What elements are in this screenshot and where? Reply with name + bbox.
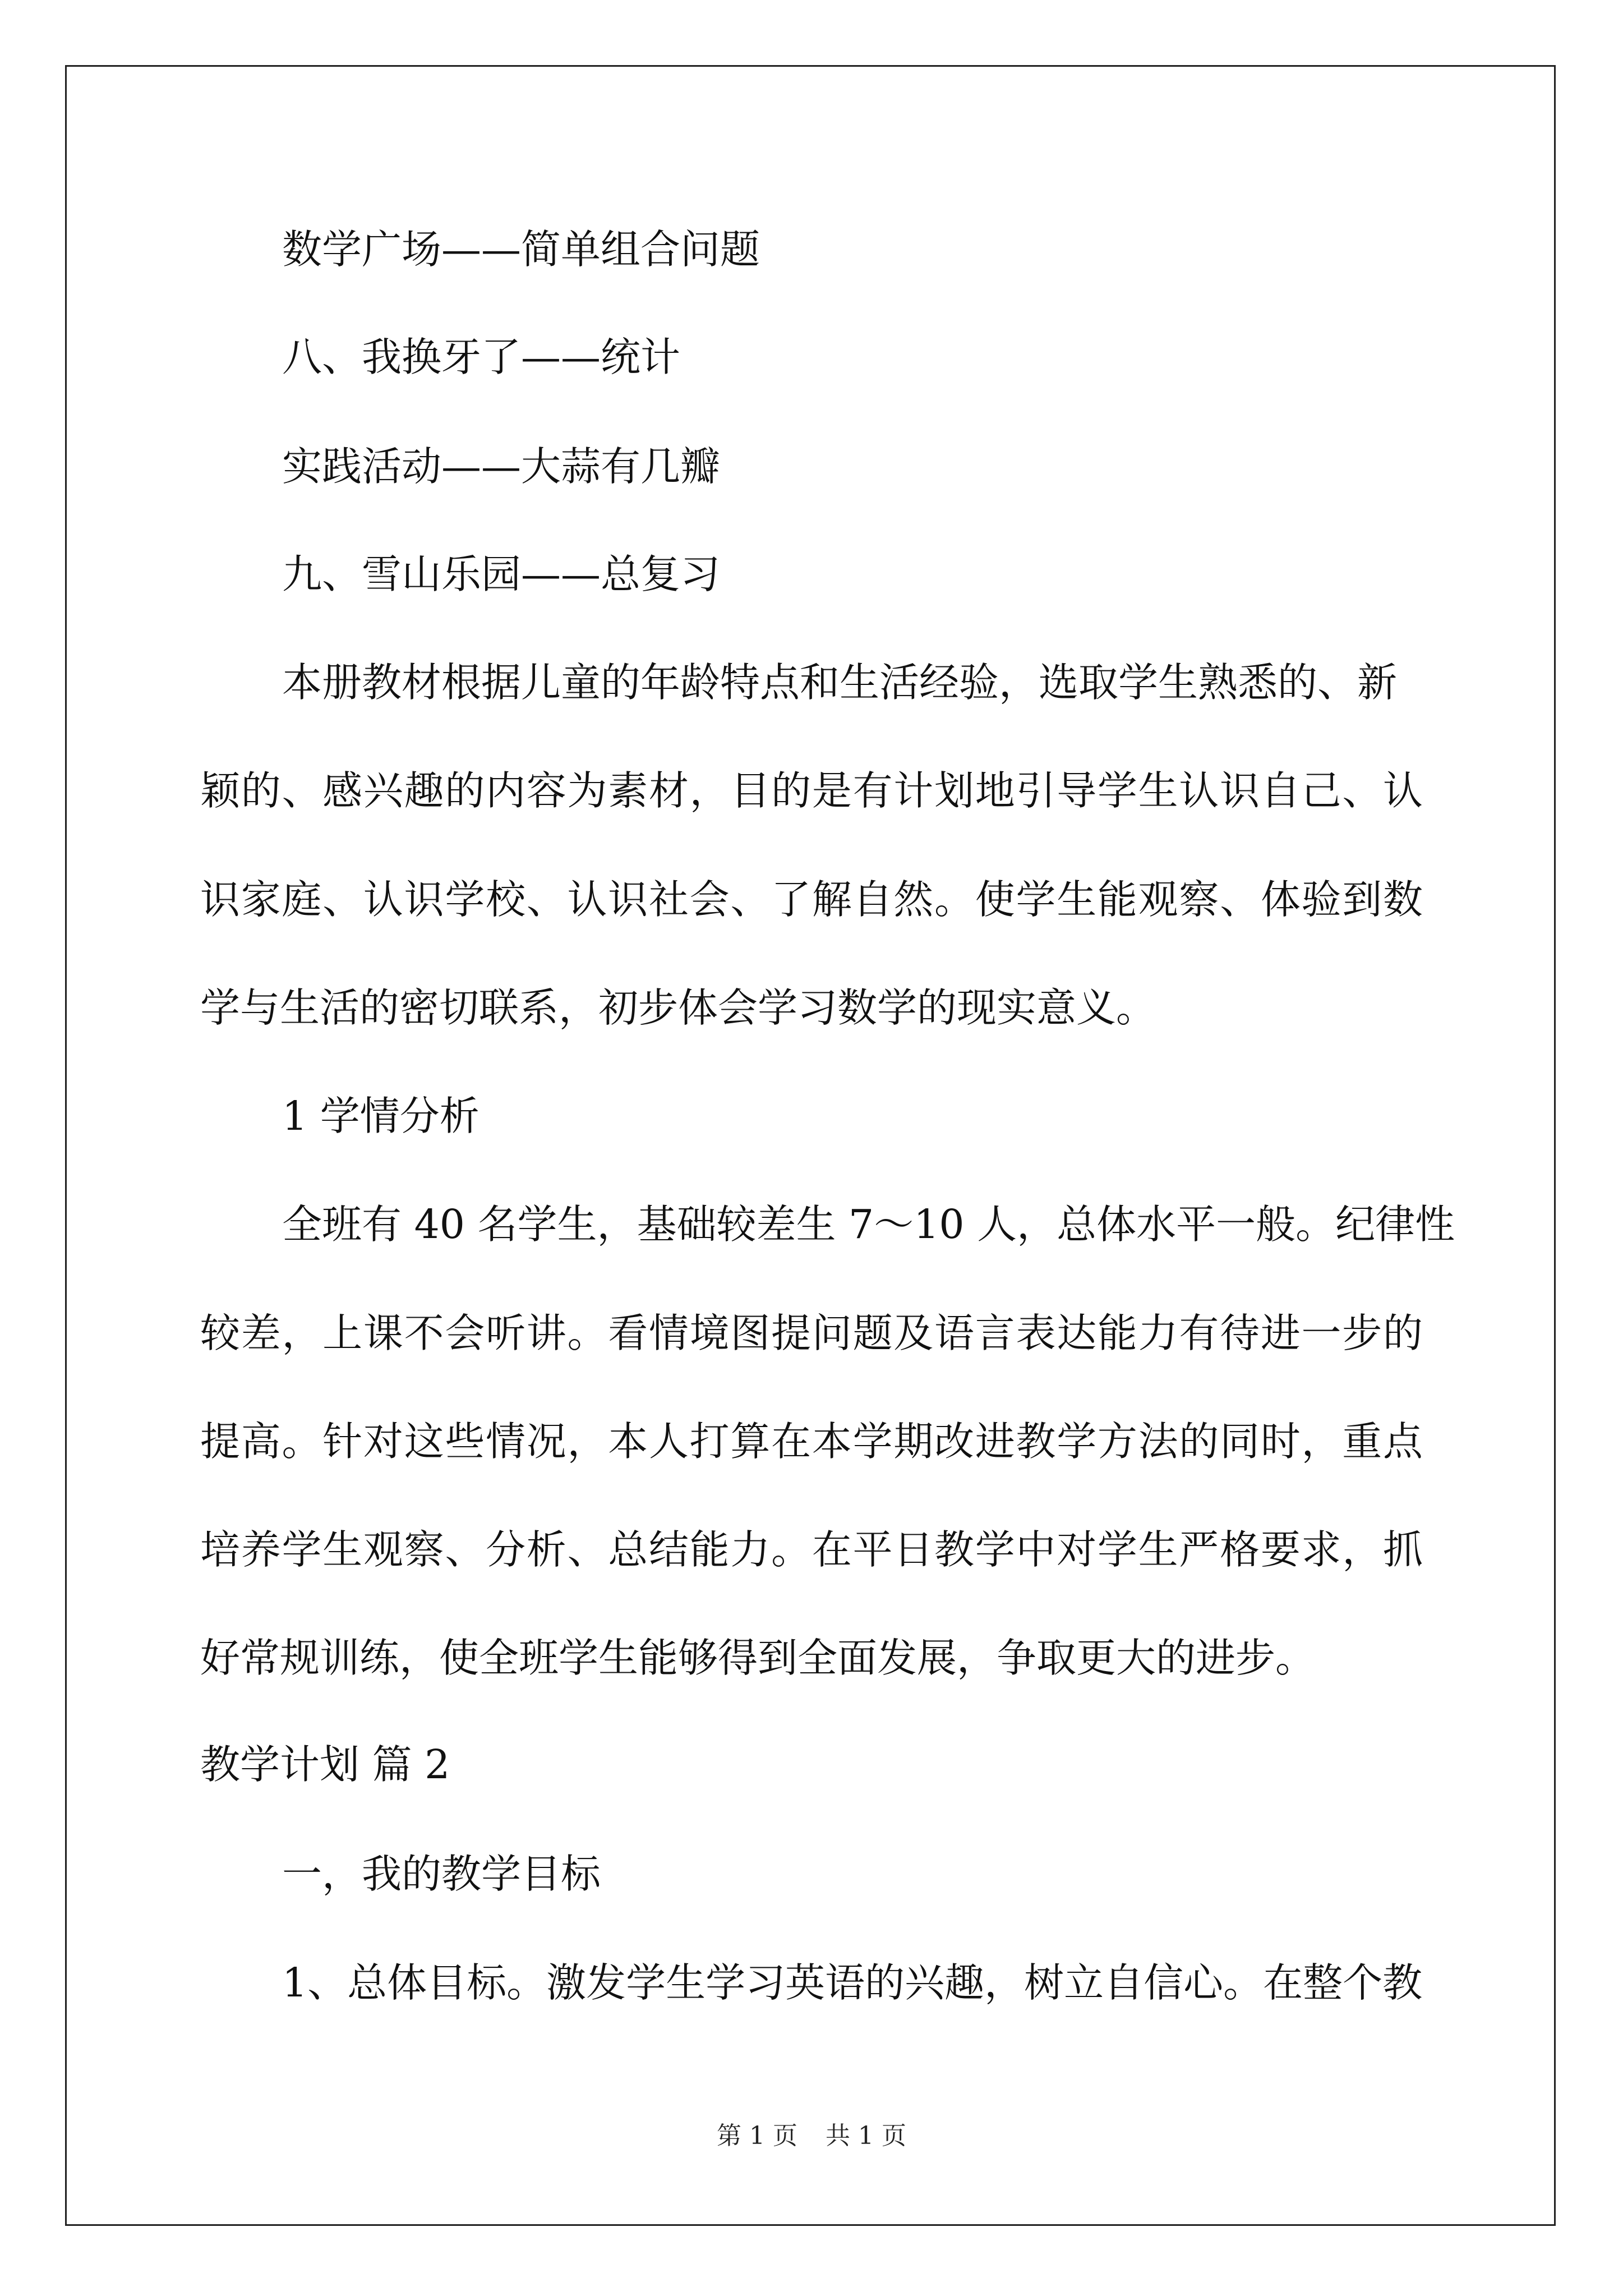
page-number: 第 1 页 xyxy=(717,2122,797,2150)
paragraph-analysis-line-2: 较差，上课不会听讲。看情境图提问题及语言表达能力有待进一步的 xyxy=(200,1310,1423,1356)
paragraph-intro-line-3: 识家庭、认识学校、认识社会、了解自然。使学生能观察、体验到数 xyxy=(200,876,1423,923)
article-title-plan-2: 教学计划 篇 2 xyxy=(200,1741,450,1788)
page-footer xyxy=(0,2120,1623,2152)
page-total: 共 1 页 xyxy=(826,2122,906,2150)
text-line-2: 八、我换牙了——统计 xyxy=(282,334,681,380)
paragraph-analysis-line-4: 培养学生观察、分析、总结能力。在平日教学中对学生严格要求，抓 xyxy=(200,1526,1423,1573)
text-line-4: 九、雪山乐园——总复习 xyxy=(282,551,721,597)
text-line-1: 数学广场——简单组合问题 xyxy=(282,226,760,273)
paragraph-goals-line-1: 1、总体目标。激发学生学习英语的兴趣，树立自信心。在整个教 xyxy=(282,1959,1423,2006)
paragraph-intro-line-1: 本册教材根据儿童的年龄特点和生活经验，选取学生熟悉的、新 xyxy=(282,659,1398,706)
section-heading-analysis: 1 学情分析 xyxy=(282,1093,479,1139)
paragraph-intro-line-4: 学与生活的密切联系，初步体会学习数学的现实意义。 xyxy=(200,984,1156,1031)
paragraph-intro-line-2: 颖的、感兴趣的内容为素材，目的是有计划地引导学生认识自己、认 xyxy=(200,767,1423,814)
page-border xyxy=(65,65,1556,2226)
paragraph-analysis-line-1: 全班有 40 名学生，基础较差生 7～10 人，总体水平一般。纪律性 xyxy=(282,1201,1455,1248)
section-heading-goals: 一，我的教学目标 xyxy=(282,1851,601,1897)
paragraph-analysis-line-3: 提高。针对这些情况，本人打算在本学期改进教学方法的同时，重点 xyxy=(200,1418,1423,1465)
text-line-3: 实践活动——大蒜有几瓣 xyxy=(282,443,721,490)
paragraph-analysis-line-5: 好常规训练，使全班学生能够得到全面发展，争取更大的进步。 xyxy=(200,1635,1316,1681)
